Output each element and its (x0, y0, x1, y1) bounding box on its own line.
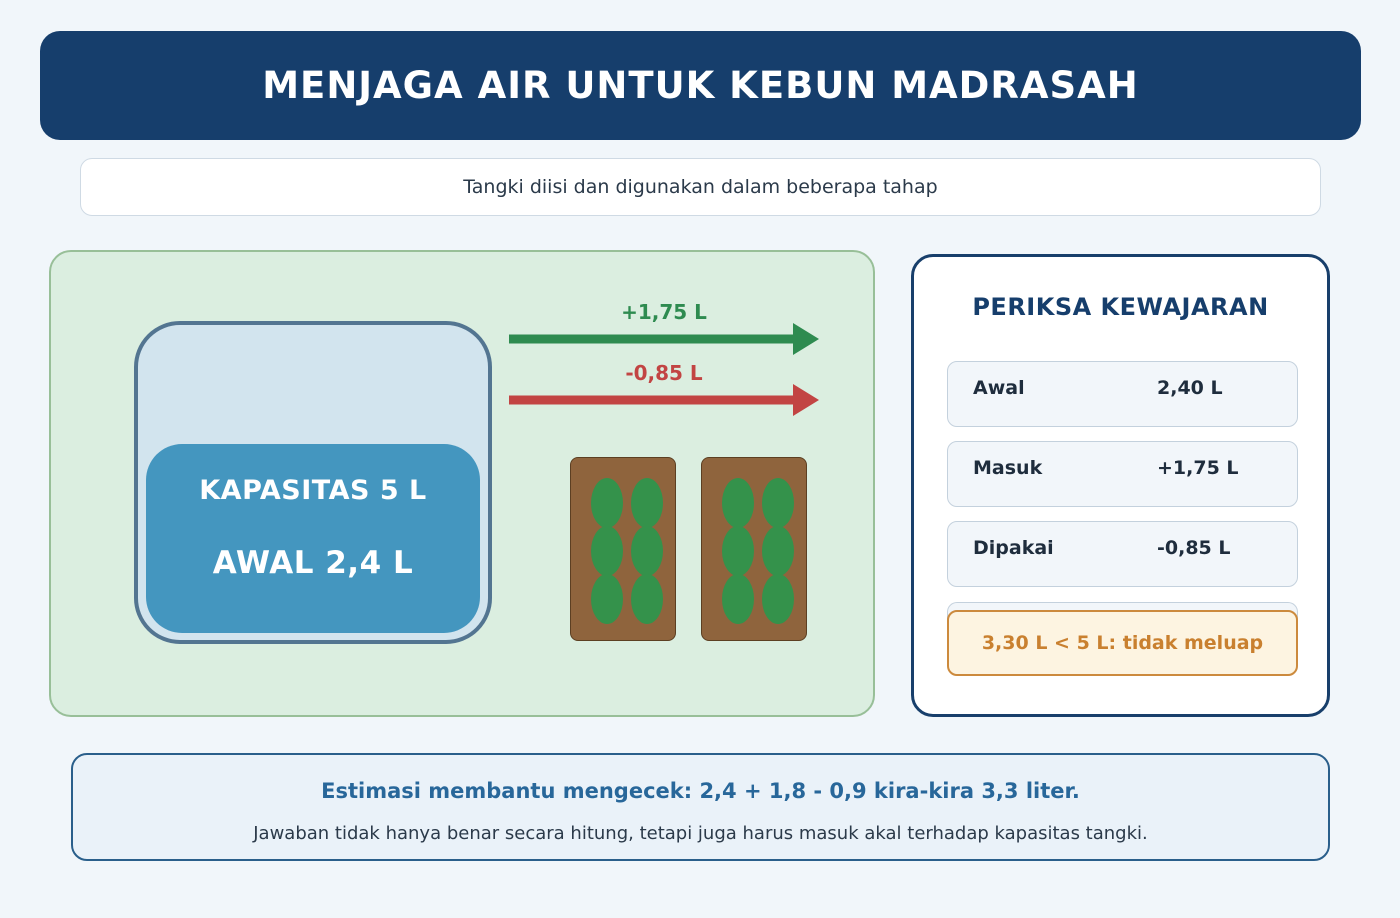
plant-icon (722, 574, 754, 624)
row-label: Masuk (973, 457, 1043, 479)
page-title: MENJAGA AIR UNTUK KEBUN MADRASAH (262, 64, 1139, 107)
garden-bed (701, 457, 807, 641)
plant-icon (591, 574, 623, 624)
tank-capacity-label: KAPASITAS 5 L (199, 475, 427, 506)
note-body: Jawaban tidak hanya benar secara hitung, tetapi juga harus masuk akal terhadap kapasitas tangki. (253, 823, 1148, 844)
flow-out-label: -0,85 L (625, 361, 703, 385)
plant-icon (631, 526, 663, 576)
plant-icon (762, 478, 794, 528)
tank-initial-label: AWAL 2,4 L (212, 545, 414, 581)
plant-icon (591, 478, 623, 528)
result-text: 3,30 L < 5 L: tidak meluap (981, 632, 1264, 654)
plant-icon (591, 526, 623, 576)
row-label: Dipakai (973, 537, 1054, 559)
plant-icon (631, 478, 663, 528)
plant-icon (631, 574, 663, 624)
check-title: PERIKSA KEWAJARAN (972, 293, 1269, 321)
plant-icon (762, 574, 794, 624)
header-banner (40, 31, 1361, 140)
flow-in-label: +1,75 L (621, 300, 707, 324)
note-title: Estimasi membantu mengecek: 2,4 + 1,8 - 0,9 kira-kira 3,3 liter. (321, 779, 1080, 803)
tank-water-level (146, 444, 480, 633)
check-row-dipakai (947, 521, 1298, 587)
row-value: 2,40 L (1157, 377, 1223, 399)
row-value: -0,85 L (1157, 537, 1231, 559)
subtitle-box (80, 158, 1321, 216)
tank-scene (49, 250, 875, 717)
flow-in-arrow-icon (509, 319, 819, 359)
plant-icon (722, 526, 754, 576)
row-label: Awal (973, 377, 1025, 399)
garden-bed (570, 457, 676, 641)
check-row-awal (947, 361, 1298, 427)
note-box (71, 753, 1330, 861)
result-badge (947, 610, 1298, 676)
flow-out-arrow-icon (509, 380, 819, 420)
plant-icon (722, 478, 754, 528)
row-value: +1,75 L (1157, 457, 1239, 479)
plant-icon (762, 526, 794, 576)
subtitle-text: Tangki diisi dan digunakan dalam beberapa tahap (463, 176, 938, 198)
check-panel (911, 254, 1330, 717)
check-row-masuk (947, 441, 1298, 507)
